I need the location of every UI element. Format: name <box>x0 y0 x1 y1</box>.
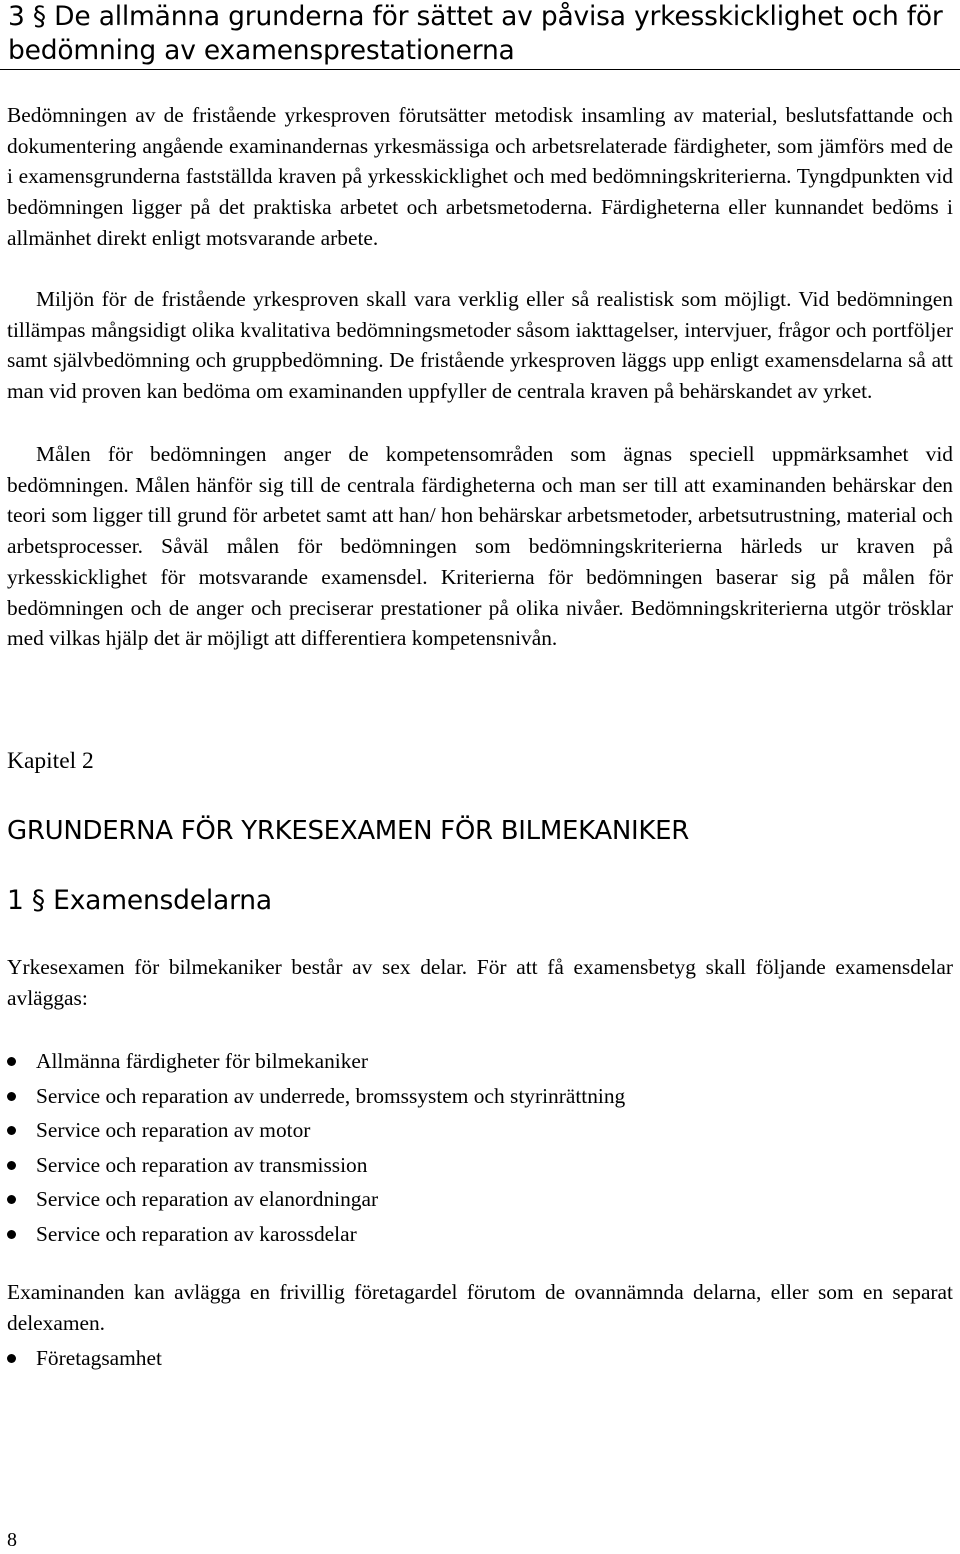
bullet-icon <box>7 1230 16 1239</box>
paragraph-objectives-part5: Bedömningskriterierna utgör trösklar med vilkas hjälp det är möjligt att differentiera kompetensnivån. <box>7 595 953 651</box>
section-1-heading: 1 § Examensdelarna <box>7 885 272 916</box>
heading-divider <box>0 69 960 70</box>
required-parts-list <box>0 1046 625 1253</box>
paragraph-objectives-part3: Såväl målen för bedömningen som bedömningskriterierna härleds ur kraven på yrkesskicklighet för motsvarande examensdel. <box>7 534 954 589</box>
chapter-title: GRUNDERNA FÖR YRKESEXAMEN FÖR BILMEKANIKER <box>7 816 690 846</box>
section-3-heading <box>8 0 958 68</box>
list-item: Service och reparation av underrede, bromssystem och styrinrättning <box>0 1081 625 1116</box>
list-item: Företagsamhet <box>0 1343 162 1378</box>
section-3-heading-line2: bedömning av examensprestationerna <box>8 35 515 66</box>
paragraph-exam-parts-intro: Yrkesexamen för bilmekaniker består av sex delar. För att få examensbetyg skall följande examensdelar avläggas: <box>7 955 953 1010</box>
optional-parts-list <box>0 1343 162 1378</box>
paragraph-assessment-basis <box>7 100 953 254</box>
paragraph-environment-text: Miljön för de fristående yrkesproven skall vara verklig eller så realistisk som möjligt. Vid bedömningen tillämpas mångsidigt olika kvalitativa bedömningsmetoder såsom iakttagelser, intervjuer, frågor och portföljer samt självbedömning och gruppbedömning. De fristående yrkesproven läggs upp enligt examensdelarna så att man vid proven kan bedöma om examinanden uppfyller de centrala kraven på behärskandet av yrket. <box>7 287 953 404</box>
paragraph-objectives-part4: Kriterierna för bedömningen baserar sig på målen för bedömningen och de anger och preciserar prestationer på olika nivåer. <box>7 564 954 620</box>
paragraph-objectives <box>7 439 953 654</box>
page-number: 8 <box>7 1529 17 1551</box>
bullet-icon <box>7 1161 16 1170</box>
paragraph-assessment-basis-part1: Bedömningen av de fristående yrkesproven förutsätter metodisk insamling av material, beslutsfattande och dokumentering angående examinandernas yrkesmässiga och arbetsrelaterade färdigheter, som jämförs med de i examensgrunderna fastställda kraven på yrkesskicklighet och med bedömningskriterierna. <box>7 103 953 189</box>
list-item: Service och reparation av elanordningar <box>0 1184 625 1219</box>
chapter-label: Kapitel 2 <box>7 748 94 774</box>
list-item: Service och reparation av transmission <box>0 1150 625 1185</box>
paragraph-assessment-basis-part2: Tyngdpunkten vid bedömningen ligger på det praktiska arbetet och arbetsmetoderna. Färdigheterna eller kunnandet bedöms i allmänhet direkt enligt motsvarande arbete. <box>7 164 953 250</box>
section-3-heading-line1: 3 § De allmänna grunderna för sättet av påvisa yrkesskicklighet och för <box>8 1 943 32</box>
bullet-icon <box>7 1057 16 1066</box>
bullet-icon <box>7 1126 16 1135</box>
bullet-icon <box>7 1354 16 1363</box>
bullet-icon <box>7 1195 16 1204</box>
list-item: Service och reparation av karossdelar <box>0 1219 625 1254</box>
paragraph-environment <box>7 284 953 407</box>
list-item: Service och reparation av motor <box>0 1115 625 1150</box>
paragraph-objectives-part2: Målen hänför sig till de centrala färdigheterna och man ser till att examinanden behärskar den teori som ligger till grund för arbetet samt att han/ hon behärskar arbetsmetoder, arbetsutrustning, material och arbetsprocesser. <box>7 472 954 559</box>
paragraph-objectives-part1: Målen för bedömningen anger de kompetensområden som ägnas speciell uppmärksamhet vid bedömningen. <box>7 442 953 497</box>
bullet-icon <box>7 1092 16 1101</box>
paragraph-optional-part: Examinanden kan avlägga en frivillig företagardel förutom de ovannämnda delarna, eller som en separat delexamen. <box>7 1280 953 1335</box>
list-item: Allmänna färdigheter för bilmekaniker <box>0 1046 625 1081</box>
